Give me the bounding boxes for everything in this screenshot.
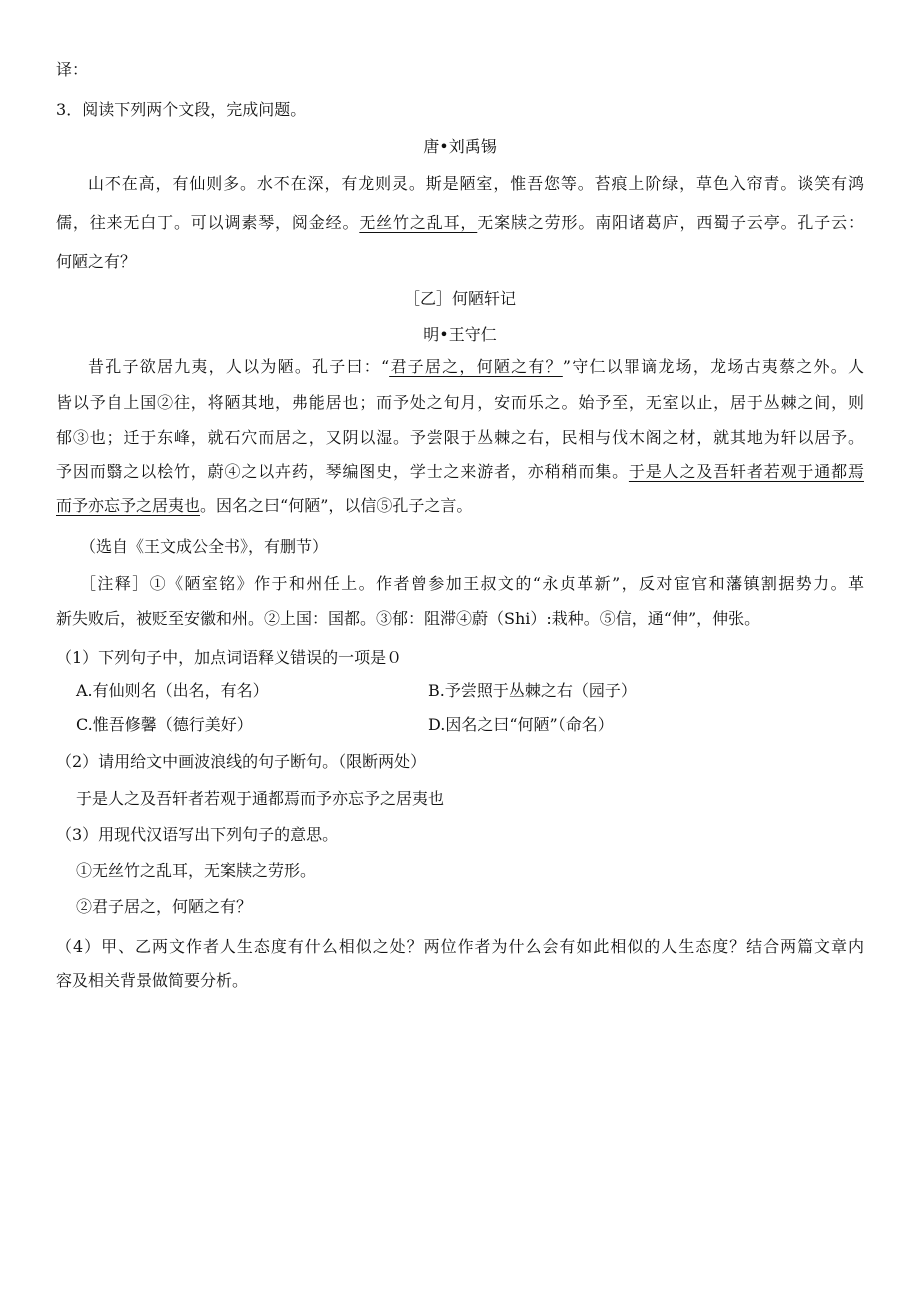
q1-option-a: A.有仙则名（出名，有名） [76,681,269,700]
q4-line-2: 容及相关背景做简要分析。 [56,971,249,990]
jia-line-3: 何陋之有？ [56,252,137,271]
jia-author: 唐•刘禹锡 [423,137,497,156]
question-text: ．阅读下列两个文段，完成问题。 [66,100,307,119]
q3-stem: （3）用现代汉语写出下列句子的意思。 [56,825,339,844]
source-note: （选自《王文成公全书》，有删节） [80,537,329,556]
yi-line-2: 皆以予自上国②往，将陋其地，弗能居也；而予处之旬月，安而乐之。始予至，无室以止，居于丛棘之间，则 [56,393,864,412]
jia-line-2 [56,213,864,233]
yi-line-5 [56,496,472,516]
yi-line-1-end: ”守仁以罪谪龙场，龙场古夷蔡之外。人 [562,357,864,376]
yi-line-1 [88,357,864,377]
q2-sentence: 于是人之及吾轩者若观于通都焉而予亦忘予之居夷也 [76,789,445,808]
yi-underlined-sentence-part-2: 而予亦忘予之居夷也 [56,496,201,515]
q1-option-c: C.惟吾修馨（德行美好） [76,715,253,734]
yi-line-1-start: 昔孔子欲居九夷，人以为陋。孔子曰：“ [88,357,390,376]
yi-underlined-sentence-part-1: 于是人之及吾轩者若观于通都焉 [628,462,864,481]
question-3-stem [56,100,306,120]
yi-author: 明•王守仁 [423,325,497,344]
q2-stem: （2）请用给文中画波浪线的句子断句。（限断两处） [56,752,427,771]
yi-line-3: 郁③也；迁于东峰，就石穴而居之，又阴以湿。予尝限于丛棘之右，民相与伐木阁之材，就其地为轩以居予。 [56,428,864,447]
q1-option-b: B.予尝照于丛棘之右（园子） [428,681,637,700]
jia-line-1: 山不在高，有仙则多。水不在深，有龙则灵。斯是陋室，惟吾您等。苔痕上阶绿，草色入帘青。谈笑有鸿 [88,174,864,193]
answer-label: 译： [56,60,89,79]
yi-line-5-end: 。因名之曰“何陋”，以信⑤孔子之言。 [200,496,473,515]
yi-title: ［乙］何陋轩记 [403,289,516,308]
jia-line-2-start: 儒，往来无白丁。可以调素琴，阅金经。 [56,213,360,232]
annotation-line-2: 新失败后，被贬至安徽和州。②上国：国都。③郁：阻滞④蔚（Shi）:栽种。⑤信，通“伸”，伸张。 [56,609,761,628]
yi-underlined-quote: 君子居之，何陋之有？ [389,357,563,376]
yi-line-4 [56,462,864,482]
yi-line-4-start: 予因而翳之以桧竹，蔚④之以卉药，琴编图史，学士之来游者，亦稍稍而集。 [56,462,629,481]
q1-option-d: D.因名之曰“何陋”（命名） [428,715,614,734]
jia-underlined-phrase: 无丝竹之乱耳， [359,213,478,232]
jia-line-2-end: 无案牍之劳形。南阳诸葛庐，西蜀子云亭。孔子云： [477,213,864,232]
q3-item-1: ①无丝竹之乱耳，无案牍之劳形。 [76,861,317,880]
q4-line-1: （4）甲、乙两文作者人生态度有什么相似之处？两位作者为什么会有如此相似的人生态度？结合两篇文章内 [56,937,864,956]
annotation-line-1: ［注释］①《陋室铭》作于和州任上。作者曾参加王叔文的“永贞革新”，反对宦官和藩镇割据势力。革 [80,574,864,593]
question-number: 3 [56,100,67,119]
q1-stem: （1）下列句子中，加点词语释义错误的一项是０ [56,648,403,667]
q3-item-2: ②君子居之，何陋之有？ [76,897,253,916]
